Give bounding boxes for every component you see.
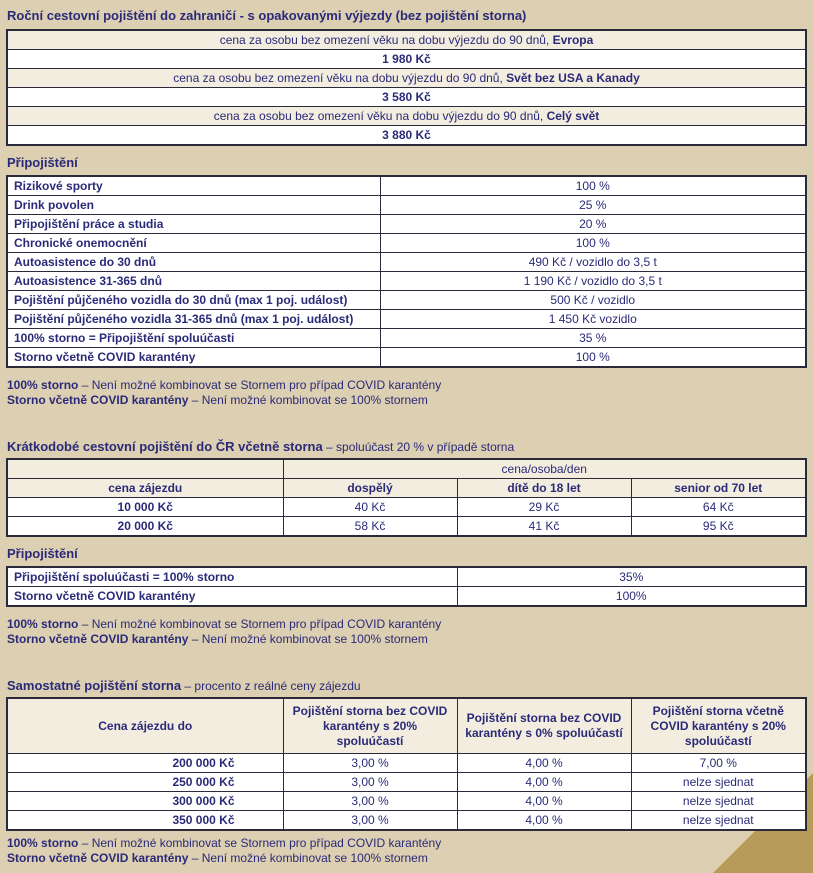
cancel-rate-covid: nelze sjednat: [631, 773, 806, 792]
domestic-col-header: dospělý: [283, 479, 457, 498]
note-line: 100% storno – Není možné kombinovat se Stornem pro případ COVID karantény: [7, 836, 442, 850]
supp-label: Autoasistence 31-365 dnů: [7, 272, 380, 291]
supp-value: 1 450 Kč vozidlo: [380, 310, 806, 329]
domestic-child: 41 Kč: [457, 517, 631, 537]
supp-label: Připojištění práce a studia: [7, 215, 380, 234]
table-row: [7, 811, 806, 831]
note-line: 100% storno – Není možné kombinovat se Stornem pro případ COVID karantény: [7, 378, 442, 392]
domestic-price: 20 000 Kč: [7, 517, 283, 537]
annual-price-world-no-usa: 3 580 Kč: [7, 88, 806, 107]
supp2-label: Připojištění spoluúčasti = 100% storno: [7, 567, 457, 587]
section-title-annual: Roční cestovní pojištění do zahraničí - s opakovanými výjezdy (bez pojištění storna): [7, 8, 527, 23]
supp-value: 100 %: [380, 234, 806, 253]
cancel-rate-0: 4,00 %: [457, 811, 631, 831]
supp-label: Pojištění půjčeného vozidla 31-365 dnů (max 1 poj. událost): [7, 310, 380, 329]
supp-label: Rizikové sporty: [7, 176, 380, 196]
cancel-col-header: Pojištění storna bez COVID karantény s 20% spoluúčastí: [283, 698, 457, 754]
section-title-supplementary: Připojištění: [7, 155, 78, 170]
table-row: [7, 792, 806, 811]
domestic-group-header: cena/osoba/den: [283, 459, 806, 479]
section-title-domestic: Krátkodobé cestovní pojištění do ČR včetně storna – spoluúčast 20 % v případě storna: [7, 439, 515, 454]
supplementary-notes-2: [7, 617, 441, 647]
supp-value: 25 %: [380, 196, 806, 215]
cancel-rate-0: 4,00 %: [457, 754, 631, 773]
table-row: [7, 754, 806, 773]
annual-price-europe: 1 980 Kč: [7, 50, 806, 69]
table-row: [7, 773, 806, 792]
domestic-adult: 58 Kč: [283, 517, 457, 537]
cancellation-notes: [7, 836, 441, 866]
supplementary-table-2: [6, 566, 807, 607]
cancel-rate-20: 3,00 %: [283, 792, 457, 811]
cancel-col-header: Cena zájezdu do: [7, 698, 283, 754]
domestic-insurance-table: [6, 458, 807, 537]
supp-value: 490 Kč / vozidlo do 3,5 t: [380, 253, 806, 272]
section-title-cancellation: Samostatné pojištění storna – procento z reálné ceny zájezdu: [7, 678, 361, 693]
note-line: Storno včetně COVID karantény – Není možné kombinovat se 100% stornem: [7, 632, 428, 646]
supp-label: Drink povolen: [7, 196, 380, 215]
domestic-senior: 95 Kč: [631, 517, 806, 537]
annual-price-world: 3 880 Kč: [7, 126, 806, 146]
supp-value: 20 %: [380, 215, 806, 234]
cancel-price: 300 000 Kč: [7, 792, 283, 811]
supp-label: Storno včetně COVID karantény: [7, 348, 380, 368]
domestic-col-header: dítě do 18 let: [457, 479, 631, 498]
cancel-rate-covid: 7,00 %: [631, 754, 806, 773]
supp-value: 500 Kč / vozidlo: [380, 291, 806, 310]
supp-label: Pojištění půjčeného vozidla do 30 dnů (max 1 poj. událost): [7, 291, 380, 310]
cancel-col-header: Pojištění storna včetně COVID karantény s 20% spoluúčastí: [631, 698, 806, 754]
note-line: Storno včetně COVID karantény – Není možné kombinovat se 100% stornem: [7, 393, 428, 407]
domestic-price: 10 000 Kč: [7, 498, 283, 517]
cancellation-table: [6, 697, 807, 831]
domestic-adult: 40 Kč: [283, 498, 457, 517]
cancel-rate-0: 4,00 %: [457, 792, 631, 811]
cancel-rate-0: 4,00 %: [457, 773, 631, 792]
cancel-rate-20: 3,00 %: [283, 773, 457, 792]
annual-desc-world-no-usa: cena za osobu bez omezení věku na dobu výjezdu do 90 dnů, Svět bez USA a Kanady: [7, 69, 806, 88]
cancel-rate-covid: nelze sjednat: [631, 811, 806, 831]
note-line: 100% storno – Není možné kombinovat se Stornem pro případ COVID karantény: [7, 617, 442, 631]
domestic-col-header: cena zájezdu: [7, 479, 283, 498]
supplementary-table: [6, 175, 807, 368]
supplementary-notes: [7, 378, 441, 408]
annual-insurance-table: [6, 29, 807, 146]
domestic-child: 29 Kč: [457, 498, 631, 517]
supp-label: 100% storno = Připojištění spoluúčasti: [7, 329, 380, 348]
supp2-label: Storno včetně COVID karantény: [7, 587, 457, 607]
annual-desc-world: cena za osobu bez omezení věku na dobu výjezdu do 90 dnů, Celý svět: [7, 107, 806, 126]
supp-value: 100 %: [380, 176, 806, 196]
table-row: [7, 498, 806, 517]
cancel-rate-20: 3,00 %: [283, 754, 457, 773]
supp2-value: 100%: [457, 587, 806, 607]
section-title-supplementary-2: Připojištění: [7, 546, 78, 561]
cancel-col-header: Pojištění storna bez COVID karantény s 0% spoluúčastí: [457, 698, 631, 754]
note-line: Storno včetně COVID karantény – Není možné kombinovat se 100% stornem: [7, 851, 428, 865]
cancel-rate-covid: nelze sjednat: [631, 792, 806, 811]
supp-label: Autoasistence do 30 dnů: [7, 253, 380, 272]
domestic-col-header: senior od 70 let: [631, 479, 806, 498]
supp-value: 100 %: [380, 348, 806, 368]
supp-value: 35 %: [380, 329, 806, 348]
table-row: [7, 517, 806, 537]
cancel-price: 200 000 Kč: [7, 754, 283, 773]
supp-label: Chronické onemocnění: [7, 234, 380, 253]
supp2-value: 35%: [457, 567, 806, 587]
annual-desc-europe: cena za osobu bez omezení věku na dobu výjezdu do 90 dnů, Evropa: [7, 30, 806, 50]
domestic-senior: 64 Kč: [631, 498, 806, 517]
domestic-blank-header: [7, 459, 283, 479]
cancel-price: 350 000 Kč: [7, 811, 283, 831]
supp-value: 1 190 Kč / vozidlo do 3,5 t: [380, 272, 806, 291]
cancel-rate-20: 3,00 %: [283, 811, 457, 831]
cancel-price: 250 000 Kč: [7, 773, 283, 792]
